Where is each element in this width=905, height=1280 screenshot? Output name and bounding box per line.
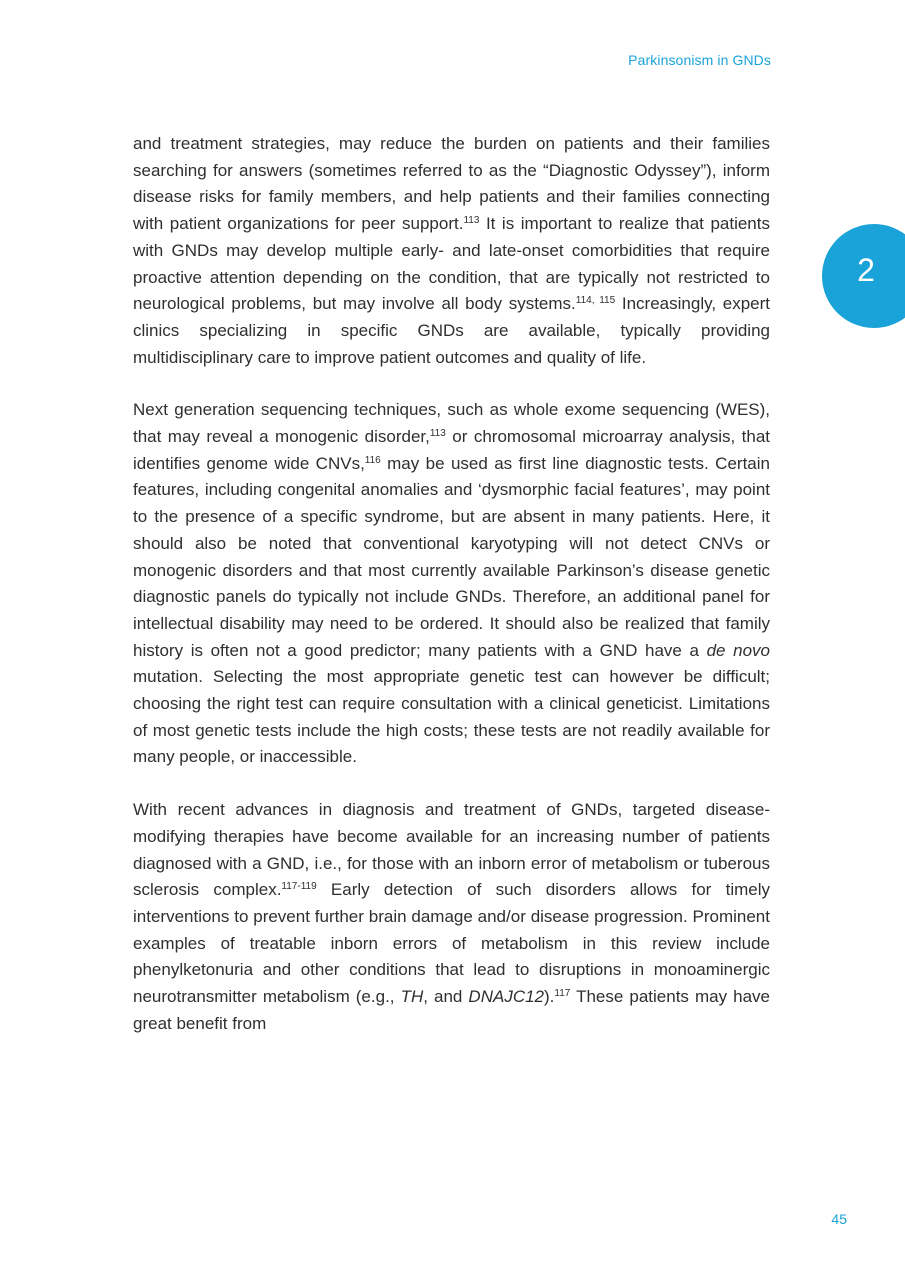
- text-run: , and: [423, 987, 469, 1007]
- text-run: Early detection of such disorders allows for timely interventions to prevent further brain damage and/or disease progression. Prominent examples of treatable inborn errors of metabolism in this review include phenylketonuria and other conditions that lead to disruptions in monoaminergic neurotransmitter metabolism (e.g.,: [133, 880, 770, 1007]
- citation: 117: [554, 988, 571, 1000]
- text-run: Increasingly, expert clinics specializing in specific GNDs are available, typically providing multidisciplinary care to improve patient outcomes and quality of life.: [133, 294, 770, 367]
- paragraph-1: [133, 131, 770, 371]
- body-text: [133, 131, 770, 1064]
- paragraph-2: [133, 397, 770, 771]
- citation: 117-119: [281, 881, 317, 893]
- text-run: or chromosomal microarray analysis, that identifies genome wide CNVs,: [133, 427, 770, 473]
- page-number: 45: [831, 1211, 847, 1227]
- text-run: mutation. Selecting the most appropriate genetic test can however be difficult; choosing the right test can require consultation with a clinical geneticist. Limitations of most genetic tests include the high costs; these tests are not readily available for many people, or inaccessible.: [133, 667, 770, 767]
- text-run: ).: [544, 987, 555, 1007]
- citation: 113: [463, 215, 480, 227]
- chapter-tab: [822, 224, 905, 328]
- citation: 114, 115: [575, 295, 616, 307]
- running-head: Parkinsonism in GNDs: [628, 52, 771, 68]
- text-run: Next generation sequencing techniques, such as whole exome sequencing (WES), that may reveal a monogenic disorder,: [133, 400, 770, 447]
- citation: 116: [364, 454, 381, 466]
- citation: 113: [429, 428, 446, 440]
- gene-name: TH: [400, 987, 424, 1007]
- italic-term: de novo: [706, 640, 770, 660]
- paragraph-3: [133, 797, 770, 1037]
- text-run: With recent advances in diagnosis and treatment of GNDs, targeted disease-modifying therapies have become available for an increasing number of patients diagnosed with a GND, i.e., for those with an inborn error of metabolism or tuberous sclerosis complex.: [133, 800, 770, 900]
- text-run: These patients may have great benefit from: [133, 987, 770, 1033]
- text-run: and treatment strategies, may reduce the burden on patients and their families searching for answers (sometimes referred to as the “Diagnostic Odyssey”), inform disease risks for family members, and help patients and their families connecting with patient organizations for peer support.: [133, 134, 770, 234]
- text-run: It is important to realize that patients with GNDs may develop multiple early- and late-onset comorbidities that require proactive attention depending on the condition, that are typically not restricted to neurological problems, but may involve all body systems.: [133, 214, 770, 314]
- gene-name: DNAJC12: [468, 987, 545, 1007]
- text-run: may be used as first line diagnostic tests. Certain features, including congenital anomalies and ‘dysmorphic facial features’, may point to the presence of a specific syndrome, but are absent in many patients. Here, it should also be noted that conventional karyotyping will not detect CNVs or monogenic disorders and that most currently available Parkinson’s disease genetic diagnostic panels do typically not include GNDs. Therefore, an additional panel for intellectual disability may need to be ordered. It should also be realized that family history is often not a good predictor; many patients with a GND have a: [133, 453, 770, 660]
- chapter-number: 2: [857, 252, 875, 288]
